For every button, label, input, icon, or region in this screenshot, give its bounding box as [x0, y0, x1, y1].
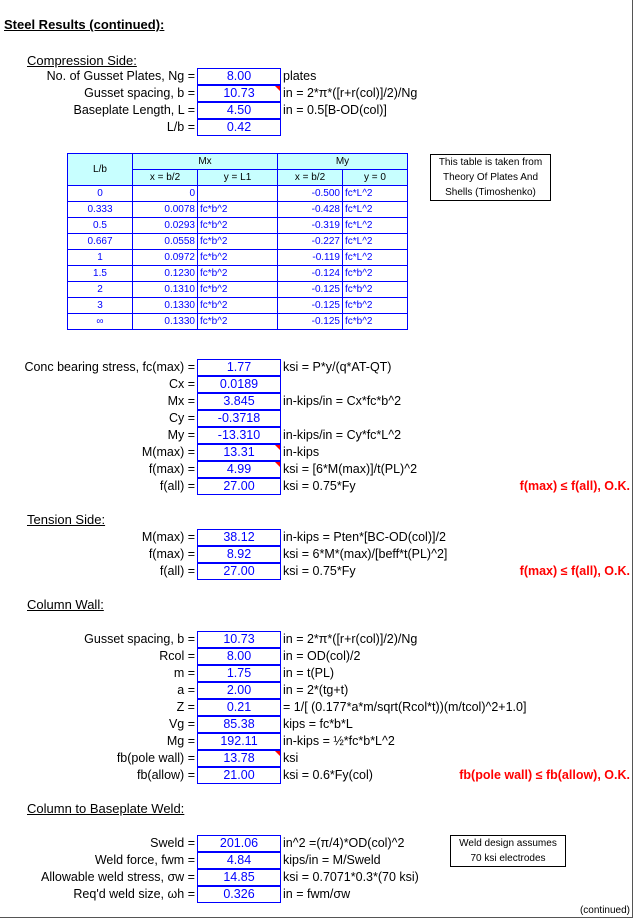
table-row: [68, 250, 408, 266]
header-my: My: [278, 154, 408, 170]
cx-value[interactable]: 0.0189: [197, 376, 281, 393]
rcol-value[interactable]: 8.00: [197, 648, 281, 665]
m-max-label: M(max) =: [141, 445, 195, 459]
mx-value[interactable]: 3.845: [197, 393, 281, 410]
vg-label: Vg =: [168, 717, 195, 731]
cell-my: -0.125: [278, 282, 343, 298]
weld-force-value[interactable]: 4.84: [197, 852, 281, 869]
cell-my: -0.227: [278, 234, 343, 250]
cell-lb: 0.333: [68, 202, 133, 218]
table-row: [68, 218, 408, 234]
cell-mx: 0.0078: [133, 202, 198, 218]
gusset-spacing-formula: in = 2*π*([r+r(col)]/2)/Ng: [283, 86, 418, 100]
cell-my-unit: fc*L^2: [343, 218, 408, 234]
mx-formula: in-kips/in = Cx*fc*b^2: [283, 394, 402, 408]
f-max-formula: ksi = [6*M(max)]/t(PL)^2: [283, 462, 418, 476]
column-ok-status: fb(pole wall) ≤ fb(allow), O.K.: [459, 768, 630, 782]
cell-my-unit: fc*b^2: [343, 266, 408, 282]
my-label: My =: [167, 428, 195, 442]
tension-f-all-label: f(all) =: [159, 564, 195, 578]
cell-my-unit: fc*b^2: [343, 282, 408, 298]
cell-my: -0.319: [278, 218, 343, 234]
table-row: [68, 186, 408, 202]
ng-label: No. of Gusset Plates, Ng =: [46, 69, 195, 83]
cell-my: -0.124: [278, 266, 343, 282]
z-label: Z =: [176, 700, 195, 714]
fb-pole-wall-label: fb(pole wall) =: [116, 751, 195, 765]
weld-force-formula: kips/in = M/Sweld: [283, 853, 381, 867]
baseplate-length-formula: in = 0.5[B-OD(col)]: [283, 103, 387, 117]
table-row: [68, 266, 408, 282]
cell-mx: 0.1330: [133, 314, 198, 330]
fb-pole-wall-formula: ksi: [283, 751, 299, 765]
tension-m-max-value[interactable]: 38.12: [197, 529, 281, 546]
allowable-weld-stress-formula: ksi = 0.7071*0.3*(70 ksi): [283, 870, 419, 884]
f-max-label: f(max) =: [148, 462, 195, 476]
cell-lb: 3: [68, 298, 133, 314]
weld-size-formula: in = fwm/σw: [283, 887, 351, 901]
cell-my-unit: fc*L^2: [343, 234, 408, 250]
page-title: Steel Results (continued):: [4, 17, 165, 32]
ng-value[interactable]: 8.00: [197, 68, 281, 85]
cell-mx: 0.1310: [133, 282, 198, 298]
weld-note: [450, 835, 566, 867]
m-max-value[interactable]: 13.31: [197, 444, 281, 461]
cell-my: -0.428: [278, 202, 343, 218]
cell-mx: 0.1330: [133, 298, 198, 314]
a-value[interactable]: 2.00: [197, 682, 281, 699]
cell-mx-unit: fc*b^2: [198, 266, 278, 282]
cell-mx-unit: fc*b^2: [198, 250, 278, 266]
cell-lb: 1: [68, 250, 133, 266]
tension-f-all-formula: ksi = 0.75*Fy: [283, 564, 356, 578]
fb-pole-wall-value[interactable]: 13.78: [197, 750, 281, 767]
fc-max-value[interactable]: 1.77: [197, 359, 281, 376]
tension-m-max-label: M(max) =: [141, 530, 195, 544]
cell-my-unit: fc*L^2: [343, 186, 408, 202]
cell-lb: 0: [68, 186, 133, 202]
col-gusset-value[interactable]: 10.73: [197, 631, 281, 648]
f-all-label: f(all) =: [159, 479, 195, 493]
mg-label: Mg =: [166, 734, 195, 748]
z-formula: = 1/[ (0.177*a*m/sqrt(Rcol*t))(m/tcol)^2+1.0]: [283, 700, 527, 714]
header-mx: Mx: [133, 154, 278, 170]
cx-label: Cx =: [168, 377, 195, 391]
compression-heading: Compression Side:: [27, 53, 137, 68]
tension-f-max-value[interactable]: 8.92: [197, 546, 281, 563]
cy-value[interactable]: -0.3718: [197, 410, 281, 427]
cell-my: -0.500: [278, 186, 343, 202]
cell-mx-unit: fc*b^2: [198, 314, 278, 330]
a-formula: in = 2*(tg+t): [283, 683, 349, 697]
col-gusset-label: Gusset spacing, b =: [84, 632, 195, 646]
cell-lb: 0.667: [68, 234, 133, 250]
cell-my: -0.125: [278, 314, 343, 330]
cell-lb: 0.5: [68, 218, 133, 234]
cell-mx: 0.0972: [133, 250, 198, 266]
cell-my: -0.119: [278, 250, 343, 266]
table-source-note: [430, 154, 551, 201]
tension-f-max-formula: ksi = 6*M*(max)/[beff*t(PL)^2]: [283, 547, 448, 561]
my-value[interactable]: -13.310: [197, 427, 281, 444]
m-formula: in = t(PL): [283, 666, 335, 680]
cell-lb: ∞: [68, 314, 133, 330]
vg-value[interactable]: 85.38: [197, 716, 281, 733]
mg-formula: in-kips = ½*fc*b*L^2: [283, 734, 395, 748]
cell-mx-unit: [198, 186, 278, 202]
gusset-spacing-label: Gusset spacing, b =: [84, 86, 195, 100]
m-max-formula: in-kips: [283, 445, 320, 459]
weld-size-label: Req'd weld size, ωh =: [73, 887, 195, 901]
lb-label: L/b =: [166, 120, 195, 134]
lb-value[interactable]: 0.42: [197, 119, 281, 136]
allowable-weld-stress-value[interactable]: 14.85: [197, 869, 281, 886]
vg-formula: kips = fc*b*L: [283, 717, 353, 731]
table-row: [68, 282, 408, 298]
allowable-weld-stress-label: Allowable weld stress, σw =: [41, 870, 195, 884]
tension-heading: Tension Side:: [27, 512, 106, 527]
cell-mx-unit: fc*b^2: [198, 234, 278, 250]
cell-lb: 2: [68, 282, 133, 298]
table-row: [68, 314, 408, 330]
header-lb: L/b: [68, 154, 133, 186]
tension-f-max-label: f(max) =: [148, 547, 195, 561]
my-formula: in-kips/in = Cy*fc*L^2: [283, 428, 402, 442]
note-line: 70 ksi electrodes: [470, 853, 546, 864]
cell-my-unit: fc*L^2: [343, 202, 408, 218]
cell-lb: 1.5: [68, 266, 133, 282]
sweld-formula: in^2 =(π/4)*OD(col)^2: [283, 836, 405, 850]
header-my-y: y = 0: [343, 170, 408, 186]
fc-max-formula: ksi = P*y/(q*AT-QT): [283, 360, 392, 374]
cell-mx-unit: fc*b^2: [198, 202, 278, 218]
m-label: m =: [173, 666, 195, 680]
continued-footer: (continued): [579, 905, 630, 916]
cell-mx-unit: fc*b^2: [198, 298, 278, 314]
cell-my: -0.125: [278, 298, 343, 314]
tension-ok-status: f(max) ≤ f(all), O.K.: [519, 564, 630, 578]
table-row: [68, 202, 408, 218]
fc-max-label: Conc bearing stress, fc(max) =: [24, 360, 195, 374]
cell-my-unit: fc*b^2: [343, 298, 408, 314]
col-gusset-formula: in = 2*π*([r+r(col)]/2)/Ng: [283, 632, 418, 646]
f-all-value[interactable]: 27.00: [197, 478, 281, 495]
a-label: a =: [177, 683, 195, 697]
sweld-value[interactable]: 201.06: [197, 835, 281, 852]
note-line: Weld design assumes: [459, 838, 557, 849]
tension-f-all-value[interactable]: 27.00: [197, 563, 281, 580]
cell-my-unit: fc*L^2: [343, 250, 408, 266]
sweld-label: Sweld =: [150, 836, 195, 850]
note-line: This table is taken from: [438, 157, 543, 168]
gusset-spacing-value[interactable]: 10.73: [197, 85, 281, 102]
note-line: Theory Of Plates And: [442, 172, 539, 183]
f-all-formula: ksi = 0.75*Fy: [283, 479, 356, 493]
timoshenko-table: [67, 153, 408, 330]
mg-value[interactable]: 192.11: [197, 733, 281, 750]
ng-formula: plates: [283, 69, 317, 83]
cell-my-unit: fc*b^2: [343, 314, 408, 330]
header-mx-x: x = b/2: [133, 170, 198, 186]
baseplate-length-value[interactable]: 4.50: [197, 102, 281, 119]
weld-force-label: Weld force, fwm =: [94, 853, 195, 867]
baseplate-length-label: Baseplate Length, L =: [73, 103, 195, 117]
table-row: [68, 298, 408, 314]
rcol-label: Rcol =: [159, 649, 195, 663]
cell-mx: 0: [133, 186, 198, 202]
fb-allow-label: fb(allow) =: [136, 768, 195, 782]
cy-label: Cy =: [168, 411, 195, 425]
cell-mx: 0.0293: [133, 218, 198, 234]
mx-label: Mx =: [167, 394, 195, 408]
z-value[interactable]: 0.21: [197, 699, 281, 716]
note-line: Shells (Timoshenko): [445, 187, 536, 198]
rcol-formula: in = OD(col)/2: [283, 649, 361, 663]
cell-mx: 0.1230: [133, 266, 198, 282]
m-value[interactable]: 1.75: [197, 665, 281, 682]
cell-mx: 0.0558: [133, 234, 198, 250]
table-row: [68, 234, 408, 250]
header-my-x: x = b/2: [278, 170, 343, 186]
fb-allow-formula: ksi = 0.6*Fy(col): [283, 768, 373, 782]
weld-heading: Column to Baseplate Weld:: [27, 801, 185, 816]
f-max-value[interactable]: 4.99: [197, 461, 281, 478]
fb-allow-value[interactable]: 21.00: [197, 767, 281, 784]
cell-mx-unit: fc*b^2: [198, 282, 278, 298]
weld-size-value[interactable]: 0.326: [197, 886, 281, 903]
compression-ok-status: f(max) ≤ f(all), O.K.: [519, 479, 630, 493]
tension-m-max-formula: in-kips = Pten*[BC-OD(col)]/2: [283, 530, 446, 544]
cell-mx-unit: fc*b^2: [198, 218, 278, 234]
header-mx-y: y = L1: [198, 170, 278, 186]
column-wall-heading: Column Wall:: [27, 597, 104, 612]
